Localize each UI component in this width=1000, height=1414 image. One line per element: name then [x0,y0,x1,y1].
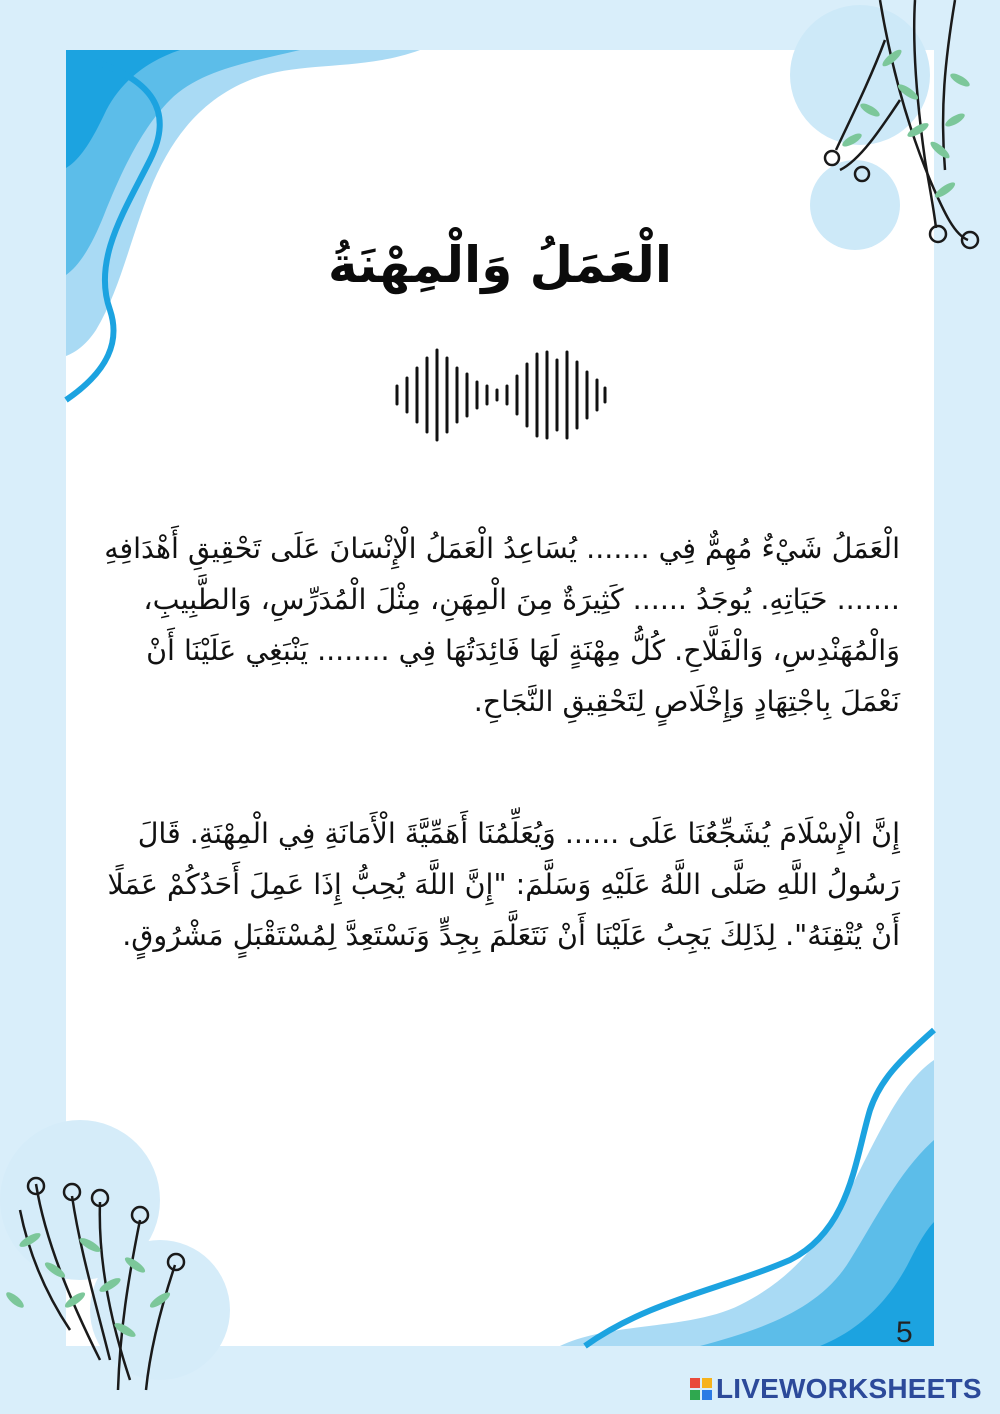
worksheet-title: الْعَمَلُ وَالْمِهْنَةُ [328,236,672,294]
paragraph-work-importance: الْعَمَلُ شَيْءٌ مُهِمٌّ فِي ....... يُسَاعِدُ الْعَمَلُ الْإِنْسَانَ عَلَى تَحْقِيقِ أَهْدَافِهِ ....... حَيَاتِهِ. يُوجَدُ ...... كَثِيرَةٌ مِنَ الْمِهَنِ، مِثْلَ الْمُدَرِّسِ، وَالطَّبِيبِ، وَالْمُهَنْدِسِ، وَالْفَلَّاحِ. كُلُّ مِهْنَةٍ لَهَا فَائِدَتُهَا فِي ........ يَنْبَغِي عَلَيْنَا أَنْ نَعْمَلَ بِاجْتِهَادٍ وَإِخْلَاصٍ لِتَحْقِيقِ النَّجَاحِ. [104,532,900,718]
liveworksheets-logo-icon [690,1378,712,1400]
page-number: 5 [896,1316,913,1349]
paragraph-islam-and-work: إِنَّ الْإِسْلَامَ يُشَجِّعُنَا عَلَى ...... وَيُعَلِّمُنَا أَهَمِّيَّةَ الْأَمَانَةِ فِي الْمِهْنَةِ. قَالَ رَسُولُ اللَّهِ صَلَّى اللَّهُ عَلَيْهِ وَسَلَّمَ: "إِنَّ اللَّهَ يُحِبُّ إِذَا عَمِلَ أَحَدُكُمْ عَمَلًا أَنْ يُتْقِنَهُ". لِذَلِكَ يَجِبُ عَلَيْنَا أَنْ نَتَعَلَّمَ بِجِدٍّ وَنَسْتَعِدَّ لِمُسْتَقْبَلٍ مَشْرُوقٍ. [107,817,900,952]
brand-name: LIVEWORKSHEETS [716,1373,982,1404]
liveworksheets-brand[interactable] [690,1372,982,1406]
sound-wave-icon[interactable] [397,350,605,440]
